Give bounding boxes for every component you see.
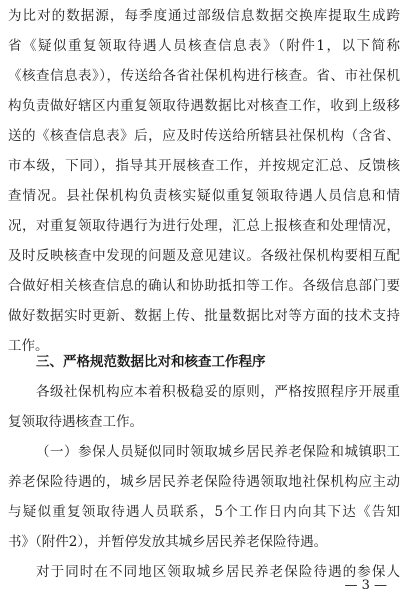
body-text-line: 构负责做好辖区内重复领取待遇数据比对核查工作，收到上级移 [8,98,400,114]
body-text-line: 况，对重复领取待遇行为进行处理，汇总上报核查和处理情况， [8,218,400,234]
body-text-line: 与疑似重复领取待遇人员联系，5个工作日内向其下达《告知 [8,504,400,520]
body-text-line: 省《疑似重复领取待遇人员核查信息表》（附件1，以下简称 [8,38,400,54]
body-text-line: 做好数据实时更新、数据上传、批量数据比对等方面的技术支持 [8,308,400,324]
body-text-line: 养老保险待遇的，城乡居民养老保险待遇领取地社保机构应主动 [8,474,400,490]
body-text-line: 工作。 [8,338,49,354]
body-text-line: 合做好相关核查信息的确认和协助抵扣等工作。各级信息部门要 [8,278,400,294]
body-text-line: 送的《核查信息表》后，应及时传送给所辖县社保机构（含省、 [8,128,400,144]
body-text-line: 复领取待遇核查工作。 [8,414,143,430]
body-text-line: 市本级，下同），指导其开展核查工作，并按规定汇总、反馈核 [8,158,400,174]
page-number: — 3 — [344,578,387,593]
body-text-line: 为比对的数据源，每季度通过部级信息数据交换库提取生成跨 [8,8,400,24]
body-text-line: 书》（附件2），并暂停发放其城乡居民养老保险待遇。 [8,534,328,550]
section-heading: 三、严格规范数据比对和核查工作程序 [36,354,266,370]
body-text-line: 各级社保机构应本着积极稳妥的原则，严格按照程序开展重 [36,384,400,400]
body-text-line: 查情况。县社保机构负责核实疑似重复领取待遇人员信息和情 [8,188,400,204]
body-text-line: （一）参保人员疑似同时领取城乡居民养老保险和城镇职工 [36,444,400,460]
body-text-line: 及时反映核查中发现的问题及意见建议。各级社保机构要相互配 [8,248,400,264]
body-text-line: 对于同时在不同地区领取城乡居民养老保险待遇的参保人 [36,564,400,580]
body-text-line: 《核查信息表》），传送给各省社保机构进行核查。省、市社保机 [8,68,400,84]
